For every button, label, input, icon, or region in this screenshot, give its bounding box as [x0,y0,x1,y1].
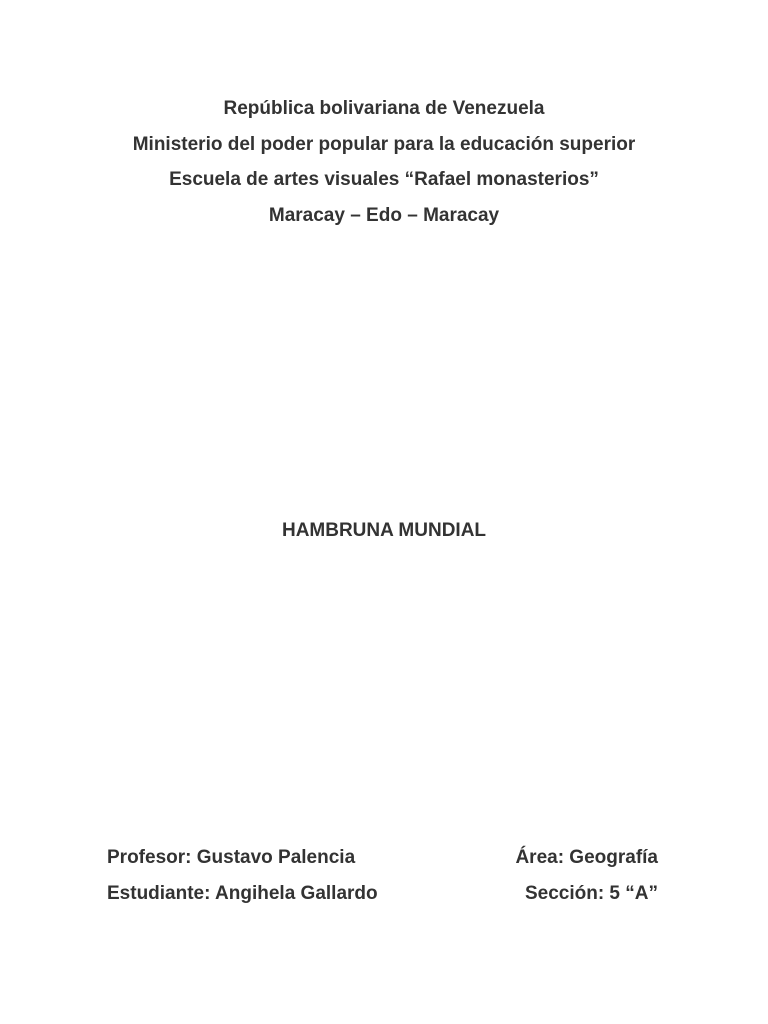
author-info [107,840,378,911]
header-line-location: Maracay – Edo – Maracay [268,204,500,226]
institution-header [0,91,768,233]
header-line-ministry: Ministerio del poder popular para la educación superior [132,133,636,155]
professor-label: Profesor: Gustavo Palencia [107,847,356,868]
document-title: HAMBRUNA MUNDIAL [281,520,487,541]
header-line-country: República bolivariana de Venezuela [223,98,545,119]
section-label: Sección: 5 “A” [524,882,658,904]
area-label: Área: Geografía [515,847,658,868]
student-label: Estudiante: Angihela Gallardo [107,882,378,904]
header-line-school: Escuela de artes visuales “Rafael monasterios” [169,169,599,190]
course-info [515,840,658,911]
